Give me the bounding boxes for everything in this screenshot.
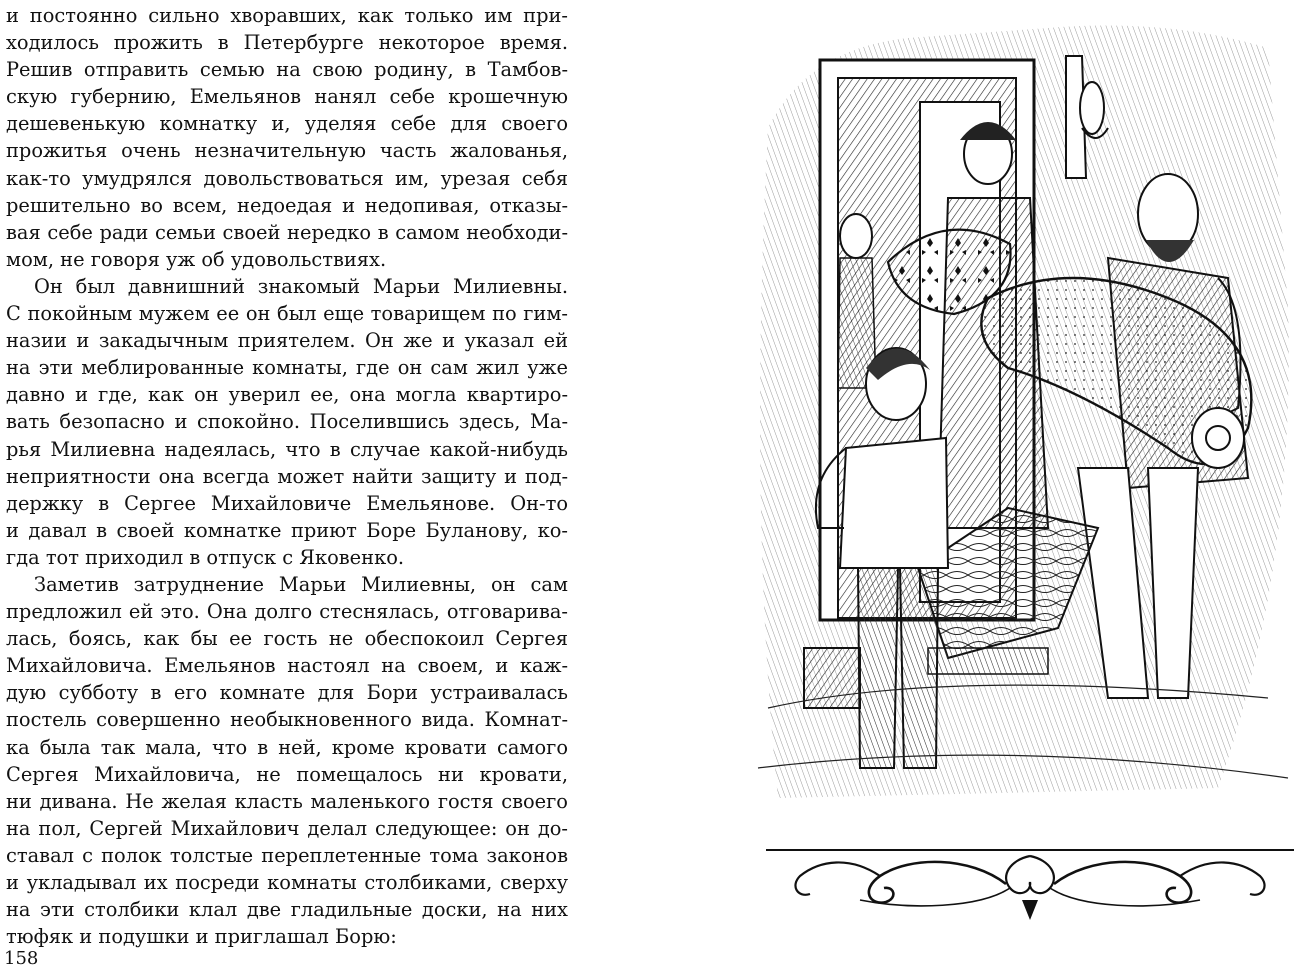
text-line: Решив отправить семью на свою родину, в Тамбов- <box>6 58 568 82</box>
text-line: Он был давнишний знакомый Марьи Милиевны. <box>34 274 568 298</box>
text-line: ходилось прожить в Петербурге некоторое время. <box>6 31 568 55</box>
text-line: прожитья очень незначительную часть жалованья, <box>6 139 568 163</box>
text-line: скую губернию, Емельянов нанял себе крошечную <box>6 85 568 109</box>
text-line: Сергея Михайловича, не помещалось ни кровати, <box>6 762 568 786</box>
text-line: и давал в своей комнатке приют Боре Буланову, ко- <box>6 518 568 542</box>
text-line: С покойным мужем ее он был еще товарищем по гим- <box>6 302 568 326</box>
text-line: предложил ей это. Она долго стеснялась, отговарива- <box>6 600 568 624</box>
text-line: ставал с полок толстые переплетенные тома законов <box>6 843 568 867</box>
text-line: тюфяк и подушки и приглашал Борю: <box>6 925 397 949</box>
text-line: на эти столбики клал две гладильные доски, на них <box>6 898 568 922</box>
text-line: рья Милиевна надеялась, что в случае какой-нибудь <box>6 437 568 461</box>
text-line: мом, не говоря уж об удовольствиях. <box>6 247 387 271</box>
text-line: постель совершенно необыкновенного вида. Комнат- <box>6 708 568 732</box>
engraving-illustration-icon <box>748 8 1296 828</box>
text-line: на пол, Сергей Михайлович делал следующее: он до- <box>6 816 568 840</box>
text-line: на эти меблированные комнаты, где он сам жил уже <box>6 356 568 380</box>
flourish-ornament-icon <box>760 836 1300 932</box>
text-line: Михайловича. Емельянов настоял на своем, и каж- <box>6 654 568 678</box>
text-line: ни дивана. Не желая класть маленького гостя своего <box>6 789 568 813</box>
text-line: дешевенькую комнатку и, уделяя себе для своего <box>6 112 568 136</box>
text-line: Заметив затруднение Марьи Милиевны, он сам <box>34 572 568 596</box>
text-line: вать безопасно и спокойно. Поселившись здесь, Ма- <box>6 410 568 434</box>
text-line: вая себе ради семьи своей нередко в самом необходи- <box>6 220 568 244</box>
text-line: решительно во всем, недоедая и недопивая, отказы- <box>6 193 568 217</box>
text-line: ка была так мала, что в ней, кроме кровати самого <box>6 735 568 759</box>
text-line: назии и закадычным приятелем. Он же и указал ей <box>6 329 568 353</box>
text-page <box>0 0 574 974</box>
text-line: лась, боясь, как бы ее гость не обеспокоил Сергея <box>6 627 568 651</box>
page-number: 158 <box>4 948 39 969</box>
text-line: давно и где, как он уверил ее, она могла квартиро- <box>6 383 568 407</box>
text-line: как-то умудрялся довольствоваться им, урезая себя <box>6 166 568 190</box>
text-line: дую субботу в его комнате для Бори устраивалась <box>6 681 568 705</box>
text-line: неприятности она всегда может найти защиту и под- <box>6 464 568 488</box>
text-line: и постоянно сильно хворавших, как только им при- <box>6 4 568 27</box>
text-line: и укладывал их посреди комнаты столбиками, сверху <box>6 871 568 894</box>
body-text <box>6 2 568 950</box>
text-line: гда тот приходил в отпуск с Яковенко. <box>6 545 405 569</box>
text-line: держку в Сергее Михайловиче Емельянове. Он-то <box>6 491 568 515</box>
